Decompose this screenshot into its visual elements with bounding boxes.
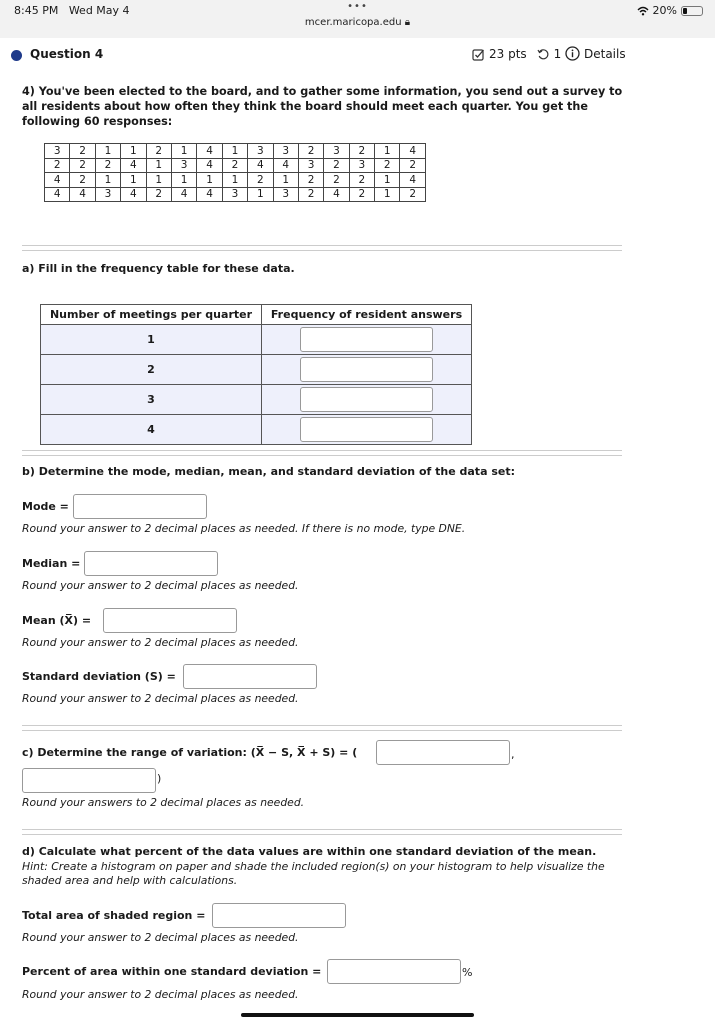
sd-input[interactable] xyxy=(183,664,317,689)
frequency-table xyxy=(40,304,472,445)
percent-input[interactable] xyxy=(327,959,461,984)
data-cell: 1 xyxy=(222,144,247,159)
range-upper-input[interactable] xyxy=(22,768,156,793)
data-cell: 3 xyxy=(248,144,273,159)
data-cell: 1 xyxy=(248,187,273,202)
table-row: 3 xyxy=(41,385,472,415)
data-cell: 1 xyxy=(121,144,146,159)
question-title: Question 4 xyxy=(30,47,104,61)
table-row xyxy=(45,173,426,188)
median-hint: Round your answer to 2 decimal places as needed. xyxy=(22,579,299,592)
mean-hint: Round your answer to 2 decimal places as needed. xyxy=(22,636,299,649)
url-bar[interactable]: mcer.maricopa.edu 🔒︎ xyxy=(304,17,411,28)
section-divider xyxy=(22,725,622,731)
data-cell: 4 xyxy=(171,187,196,202)
data-cell: 1 xyxy=(121,173,146,188)
wifi-icon xyxy=(637,6,649,16)
data-cell: 1 xyxy=(222,173,247,188)
range-close: ) xyxy=(157,772,162,785)
mean-input[interactable] xyxy=(103,608,237,633)
frequency-col-meetings: Number of meetings per quarter xyxy=(41,305,262,325)
data-cell: 2 xyxy=(298,173,323,188)
frequency-input-4[interactable] xyxy=(300,417,433,442)
data-cell: 1 xyxy=(146,173,171,188)
median-label: Median = xyxy=(22,557,81,570)
data-cell: 2 xyxy=(146,144,171,159)
range-hint: Round your answers to 2 decimal places as needed. xyxy=(22,796,305,809)
data-cell: 1 xyxy=(273,173,298,188)
status-bar xyxy=(0,0,715,38)
data-cell: 1 xyxy=(197,173,222,188)
part-c-title: c) Determine the range of variation: (X̅ − S, X̅ + S) = ( xyxy=(22,746,358,759)
data-cell: 4 xyxy=(121,158,146,173)
part-d-title: d) Calculate what percent of the data values are within one standard deviation of the mean. xyxy=(22,845,597,858)
data-cell: 3 xyxy=(349,158,374,173)
question-prompt: 4) You've been elected to the board, and to gather some information, you send out a survey to all residents about how often they think the board should meet each quarter. You get the following 60 responses: xyxy=(22,85,623,128)
lock-icon: 🔒︎ xyxy=(404,17,411,28)
responses-table xyxy=(44,143,426,202)
data-cell: 4 xyxy=(197,158,222,173)
frequency-input-1[interactable] xyxy=(300,327,433,352)
data-cell: 4 xyxy=(45,187,70,202)
data-cell: 2 xyxy=(298,187,323,202)
retry-icon xyxy=(537,48,550,61)
range-comma: , xyxy=(511,748,515,761)
table-row xyxy=(45,187,426,202)
part-b-title: b) Determine the mode, median, mean, and standard deviation of the data set: xyxy=(22,465,515,478)
battery-percent: 20% xyxy=(652,4,677,17)
section-divider xyxy=(22,245,622,251)
battery-icon xyxy=(681,6,703,16)
details-link[interactable] xyxy=(565,46,626,61)
data-cell: 1 xyxy=(375,144,400,159)
home-indicator[interactable] xyxy=(241,1013,474,1017)
data-cell: 2 xyxy=(349,144,374,159)
data-cell: 3 xyxy=(95,187,120,202)
frequency-col-answers: Frequency of resident answers xyxy=(262,305,472,325)
details-label[interactable]: Details xyxy=(584,46,626,61)
table-row xyxy=(45,158,426,173)
percent-label: Percent of area within one standard deviation = xyxy=(22,965,322,978)
mean-label: Mean (X̅) = xyxy=(22,614,92,627)
data-cell: 2 xyxy=(324,173,349,188)
data-cell: 4 xyxy=(197,187,222,202)
question-header xyxy=(0,38,715,72)
data-cell: 3 xyxy=(171,158,196,173)
data-cell: 2 xyxy=(248,173,273,188)
mode-label: Mode = xyxy=(22,500,69,513)
table-row: 4 xyxy=(41,415,472,445)
data-cell: 1 xyxy=(95,173,120,188)
sd-hint: Round your answer to 2 decimal places as needed. xyxy=(22,692,299,705)
data-cell: 2 xyxy=(45,158,70,173)
area-input[interactable] xyxy=(212,903,346,928)
data-cell: 4 xyxy=(197,144,222,159)
data-cell: 3 xyxy=(298,158,323,173)
data-cell: 2 xyxy=(95,158,120,173)
data-cell: 1 xyxy=(95,144,120,159)
mode-hint: Round your answer to 2 decimal places as needed. If there is no mode, type DNE. xyxy=(22,522,466,535)
percent-hint: Round your answer to 2 decimal places as needed. xyxy=(22,988,299,1001)
median-input[interactable] xyxy=(84,551,218,576)
status-time: 8:45 PM Wed May 4 xyxy=(14,4,130,17)
section-divider xyxy=(22,450,622,456)
question-status-dot xyxy=(11,50,22,61)
data-cell: 4 xyxy=(400,173,425,188)
data-cell: 2 xyxy=(70,158,95,173)
data-cell: 3 xyxy=(45,144,70,159)
status-right xyxy=(637,4,703,17)
info-icon xyxy=(565,46,580,61)
section-divider xyxy=(22,829,622,835)
percent-unit: % xyxy=(462,966,473,979)
data-cell: 2 xyxy=(349,187,374,202)
mode-input[interactable] xyxy=(73,494,207,519)
table-row: 1 xyxy=(41,325,472,355)
data-cell: 4 xyxy=(248,158,273,173)
data-cell: 2 xyxy=(324,158,349,173)
area-label: Total area of shaded region = xyxy=(22,909,206,922)
sd-label: Standard deviation (S) = xyxy=(22,670,176,683)
data-cell: 4 xyxy=(121,187,146,202)
part-a-title: a) Fill in the frequency table for these data. xyxy=(22,262,295,275)
data-cell: 2 xyxy=(400,187,425,202)
points-text: 23 pts xyxy=(489,47,527,61)
data-cell: 1 xyxy=(375,187,400,202)
more-dots-icon[interactable]: ••• xyxy=(347,1,368,12)
data-cell: 4 xyxy=(45,173,70,188)
data-cell: 2 xyxy=(70,173,95,188)
data-cell: 2 xyxy=(298,144,323,159)
data-cell: 1 xyxy=(171,173,196,188)
data-cell: 4 xyxy=(70,187,95,202)
data-cell: 1 xyxy=(375,173,400,188)
data-cell: 2 xyxy=(70,144,95,159)
data-cell: 2 xyxy=(375,158,400,173)
data-cell: 2 xyxy=(400,158,425,173)
data-cell: 3 xyxy=(273,144,298,159)
table-row xyxy=(45,144,426,159)
data-cell: 2 xyxy=(222,158,247,173)
frequency-input-2[interactable] xyxy=(300,357,433,382)
data-cell: 3 xyxy=(324,144,349,159)
data-cell: 2 xyxy=(146,187,171,202)
part-d-hint: Hint: Create a histogram on paper and shade the included region(s) on your histogram to help visualize the shaded area and help with calculations. xyxy=(22,860,605,887)
data-cell: 1 xyxy=(171,144,196,159)
data-cell: 3 xyxy=(222,187,247,202)
retries-count: 1 xyxy=(553,47,562,61)
checkbox-edit-icon xyxy=(472,48,485,61)
area-hint: Round your answer to 2 decimal places as needed. xyxy=(22,931,299,944)
data-cell: 4 xyxy=(273,158,298,173)
frequency-input-3[interactable] xyxy=(300,387,433,412)
data-cell: 2 xyxy=(349,173,374,188)
data-cell: 1 xyxy=(146,158,171,173)
table-row: 2 xyxy=(41,355,472,385)
points-info xyxy=(472,47,561,61)
data-cell: 3 xyxy=(273,187,298,202)
range-lower-input[interactable] xyxy=(376,740,510,765)
data-cell: 4 xyxy=(400,144,425,159)
data-cell: 4 xyxy=(324,187,349,202)
